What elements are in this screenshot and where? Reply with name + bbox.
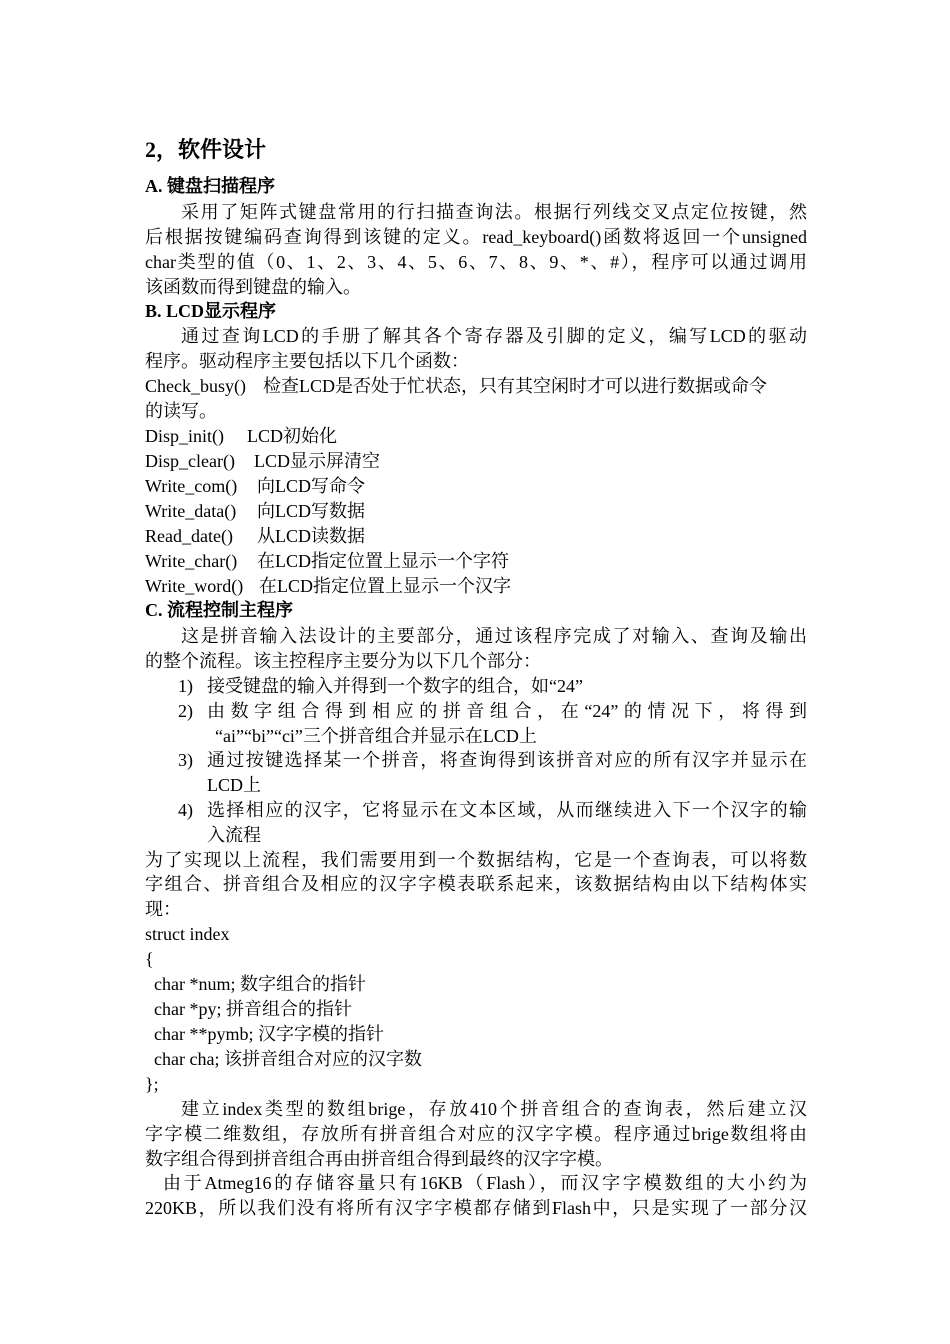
function-entry — [145, 499, 807, 524]
code-line: char *py; 拼音组合的指针 — [154, 999, 352, 1019]
function-name: Check_busy() — [145, 376, 246, 396]
list-item-line: 由数字组合得到相应的拼音组合，在“24”的情况下，将得到 — [207, 701, 807, 721]
list-item-line: “ai”“bi”“ci”三个拼音组合并显示在LCD上 — [215, 726, 537, 746]
function-name: Write_word() — [145, 576, 244, 596]
paragraph-line: char类型的值（0、1、2、3、4、5、6、7、8、9、*、#），程序可以通过调用 — [145, 252, 807, 272]
paragraph-line: 字组合、拼音组合及相应的汉字字模表联系起来，该数据结构由以下结构体实 — [145, 874, 807, 894]
function-desc: LCD初始化 — [247, 426, 337, 446]
function-entry — [145, 524, 807, 549]
function-entry — [145, 374, 807, 399]
list-item-line: 选择相应的汉字，它将显示在文本区域，从而继续进入下一个汉字的输 — [207, 800, 807, 820]
function-entry — [145, 549, 807, 574]
paragraph-line: 的读写。 — [145, 401, 217, 421]
function-entry — [145, 424, 807, 449]
function-desc: 从LCD读数据 — [257, 526, 365, 546]
function-entry — [145, 449, 807, 474]
function-entry — [145, 574, 807, 599]
list-number: 3) — [178, 750, 193, 770]
function-name: Write_com() — [145, 476, 238, 496]
list-item-line: 接受键盘的输入并得到一个数字的组合，如“24” — [207, 676, 583, 696]
function-name: Disp_clear() — [145, 451, 235, 471]
section-heading: 2，软件设计 — [145, 137, 267, 162]
function-name: Write_data() — [145, 501, 237, 521]
function-name: Read_date() — [145, 526, 233, 546]
paragraph-line: 采用了矩阵式键盘常用的行扫描查询法。根据行列线交叉点定位按键，然 — [181, 202, 807, 222]
paragraph-line: 220KB，所以我们没有将所有汉字字模都存储到Flash中，只是实现了一部分汉 — [145, 1198, 807, 1218]
function-desc: 在LCD指定位置上显示一个汉字 — [259, 576, 511, 596]
list-item-line: 入流程 — [207, 825, 261, 845]
function-desc: 在LCD指定位置上显示一个字符 — [257, 551, 509, 571]
function-desc: LCD显示屏清空 — [254, 451, 380, 471]
list-number: 2) — [178, 701, 193, 721]
paragraph-line: 为了实现以上流程，我们需要用到一个数据结构，它是一个查询表，可以将数 — [145, 850, 807, 870]
paragraph-line: 由于Atmeg16的存储容量只有16KB（Flash），而汉字字模数组的大小约为 — [163, 1173, 807, 1193]
list-item-line: 通过按键选择某一个拼音，将查询得到该拼音对应的所有汉字并显示在 — [207, 750, 807, 770]
function-desc: 向LCD写数据 — [257, 501, 365, 521]
code-line: struct index — [145, 924, 230, 944]
list-item-line: LCD上 — [207, 775, 261, 795]
paragraph-line: 后根据按键编码查询得到该键的定义。read_keyboard()函数将返回一个unsigned — [145, 227, 807, 247]
paragraph-line: 通过查询LCD的手册了解其各个寄存器及引脚的定义，编写LCD的驱动 — [181, 326, 807, 346]
subsection-b-title: B. LCD显示程序 — [145, 301, 277, 321]
code-line: char **pymb; 汉字字模的指针 — [154, 1024, 384, 1044]
function-name: Write_char() — [145, 551, 238, 571]
paragraph-line: 现： — [145, 899, 181, 919]
function-desc: 检查LCD是否处于忙状态，只有其空闲时才可以进行数据或命令 — [263, 376, 767, 396]
function-desc: 向LCD写命令 — [257, 476, 365, 496]
paragraph-line: 这是拼音输入法设计的主要部分，通过该程序完成了对输入、查询及输出 — [181, 626, 807, 646]
code-line: { — [145, 949, 154, 969]
function-name: Disp_init() — [145, 426, 224, 446]
paragraph-line: 该函数而得到键盘的输入。 — [145, 277, 361, 297]
list-number: 1) — [178, 676, 193, 696]
paragraph-line: 程序。驱动程序主要包括以下几个函数： — [145, 351, 469, 371]
paragraph-line: 字字模二维数组，存放所有拼音组合对应的汉字字模。程序通过brige数组将由 — [145, 1124, 807, 1144]
code-line: char *num; 数字组合的指针 — [154, 974, 366, 994]
code-line: char cha; 该拼音组合对应的汉字数 — [154, 1049, 422, 1069]
paragraph-line: 数字组合得到拼音组合再由拼音组合得到最终的汉字字模。 — [145, 1149, 613, 1169]
paragraph-line: 的整个流程。该主控程序主要分为以下几个部分： — [145, 651, 541, 671]
function-entry — [145, 474, 807, 499]
subsection-a-title: A. 键盘扫描程序 — [145, 176, 275, 196]
code-line: }; — [145, 1074, 159, 1094]
list-number: 4) — [178, 800, 193, 820]
subsection-c-title: C. 流程控制主程序 — [145, 600, 293, 620]
paragraph-line: 建立index类型的数组brige，存放410个拼音组合的查询表，然后建立汉 — [181, 1099, 807, 1119]
